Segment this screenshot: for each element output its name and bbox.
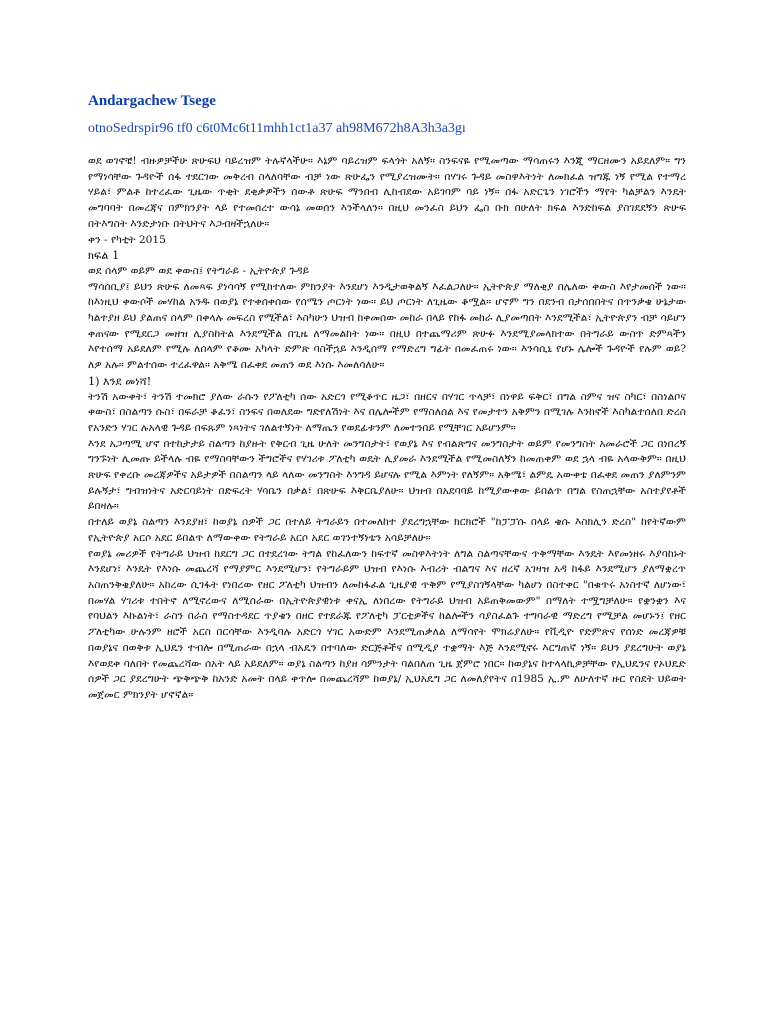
document-page [88,92,686,704]
paragraph: የወያኔ መሪዎች የትግራይ ህዝብ ከደርግ ጋር በተደረገው ትግል የከፈለውን ከፍተኛ መስዋእትነት ለግል ስልጣናቸውና ጥቅማቸው እንዴት እየመነዘሩ እያባከኑት እንደሆነ፣ እንዴት የእነሱ መጨረሻ የማያምር እንደሚሆን፣ የትግራይም ህዝብ የእነሱ እብሪት ብልግና እና ዘረኛ አገዛዝ አዳ ከፋይ እንደሚሆን ያለማቋረጥ አስጠንቅቄያለሁ። አከረው ሲገፋት የነበረው የዘር ፖለቲካ ህዝብን ለመከፋፈል ጊዜያዊ ጥቅም የሚያስገኝላቸው ካልሆነ በስተቀር "በቁጥሩ አነስተኛ ለሆነው፣ በመሃል ሃገሪቱ ተበትኖ ለሚኖረውና ለሚሰራው በኢትዮጵያዊነቱ ቀናኢ ለነበረው የትግራይ ህዝብ አይጠቅመውም" በማለት ተሟግቻለሁ። የቋንቋን እና የባህልን እኩልነት፣ ራስን በራስ የማስተዳደር ጥያቄን በዘር የተደራጁ የፖለቲካ ፓርቲዎችና ከልሎችን ሳያስፈልጉ ተግባራዊ ማድረግ የሚቻል መሆኑን፤ የዘር ፖለቲካው ሁሉንም ዘሮች አርስ በርሳቸው እንዲባሉ አድርጎ ሃገር አውድም እንደሚጠቃለል ለማሳየት ሞክሬያለሁ። የቪዲዮ የድምጽና የሰነድ መረጃዎቹ በወያኔና በወቅቱ ኢህዴን ተብሎ በሚጠራው በኋላ ብአዴን በተባለው ድርጅቶችና በሚዲያ ተቋማት እጅ እንደሚኖሩ እርግጠኛ ነኝ። ይህን ያደረግሁት ወያኔ እየወደቀ ባለበት የመጨረሻው ሰአት ላይ አይደለም። ወያኔ ስልጣን ከያዘ ሳምንታት ባልበለጠ ጊዜ ጀምሮ ነበር። ከወያኔና ከተላላኪዎቻቸው የኢህዴንና የኦህዴድ ሰዎች ጋር ያደረግሁት ጭቅጭቅ ከአንድ አመት በላይ ቀጥሎ በመጨረሻም ከወያኔ/ ኢህአዴግ ጋር ለመለያየትና በ1985 ኢ.ም ለሁለተኛ ዙር የስደት ህይወት መጀመር ምክንያት ሆኖኛል። [88,547,686,701]
document-subtitle: ወደ ሰላም ወይም ወደ ቀውስ፤ የትግራይ - ኢትዮጵያ ጉዳይ [88,264,310,277]
date-line: ቀን - የካቲት 2015 [88,233,166,246]
paragraph: በተለይ ወያኔ ስልጣን እንደያዘ፣ ከወያኔ ሰዎች ጋር በተለይ ትግራይን በተመለከተ ያደረግኋቸው ክርክሮች "ከፓፓሱ በላይ ቄሱ እስክሊን ድረስ" ከየትኛውም የኢትዮጵያ አርሶ አደር ይበልጥ ለማውቀው የትግራይ አርሶ አደር ወገንተኝነቴን አሳይቻለሁ። [88,516,686,544]
section-heading: 1) እንደ መነሻ! [88,374,152,388]
part-heading: ክፍል 1 [88,249,120,263]
author-name[interactable]: Andargachew Tsege [88,93,216,109]
paragraph: እንደ አጋጣሚ ሆኖ በተከታታይ ስልጣን ከያዙት የቅርብ ጊዜ ሁለት መንግስታት፣ የወያኔ እና የብልጽግና መንግስታት ወይም የመንግስት አመራሮች ጋር በነበረኝ ግንኙነት ሊመጡ ይችላሉ ብዬ የማስባቸውን ችግሮችና የሃገሪቱ ፖለቲካ ወዴት ሊያመራ እንደሚችል የሚመስለኝን ከመጠቀም ወደ ኋላ ብዬ አላውቅም። በዚህ ጽሁፍ የቀረቡ መረጃዎችና አይታዎች በስልጣን ላይ ላለው መንግስት እንግዳ ይሆናሉ የሚል እምነት የለኝም። አቅሜ፣ ልምዴ አውቀቴ በፈቀደ መጠን ያለምንም ይሉኝታ፣ ግብዝነትና አድርባይነት በድፍረት ሃሳቤን በቃል፣ በጽሁፍ እቅርቤያለሁ። ህዝብ በአደባባይ ከሚያውቀው ይበልጥ በግል የስጠኋቸው አስተያየቶች ይበዛሉ። [88,437,686,513]
paragraph-note: ማሳሰቢያ፤ ይህን ጽሁፍ ለመጻፍ ያነሳሳኝ የሚከተለው ምክንያት እንደሆነ እንዲታወቅልኝ እፈልጋለሁ። ኢትዮጵያ ማለቂያ በሌለው ቀውስ እየታመሰች ነው። ከእነዚህ ቀውሶች መሃከል አንዱ በወያኔ የተቀሰቀሰው የሰሜን ጦርነት ነው። ይህ ጦርነት ለጊዜው ቆሟል። ሆኖም ግን በደንብ በታሰበበትና በጥንቃቄ ሁኔታው ካልተያዘ ይህ ያልጠና ሰላም በቀላሉ መፍረስ የሚችል፣ እስካሁን ህዝብ ከቀመሰው መከራ በላይ የከፋ መከራ ሊያመጣበት እንደሚችል፣ ኢትዮጵያን ብቻ ሳይሆን ቀጠናው የሚደርጋ መዘዝ ሊያስከትል እንደሚችል በጊዜ ለማመልከት ነው። በዚህ በተጨማሪም ጽሁፉ እንደሚያመላክተው በትግራይ ውስጥ ድምጻችን እየተሰማ አይደለም የሚሉ ለሰላም የቆሙ አካላት ድምጽ ባስችኋይ እንዲሰማ የማድረግ ግፊት በመፈጠሩ ነው። እንሳሲኒ የሆኑ ሌሎች ጉዳዮች የሉም ወይ? ለዎ አሉ። ምልተሰው ተረፈዋል። አቅሜ በፈቀደ መጠን ወደ እነሱ እመለሳለሁ። [88,280,686,372]
author-link[interactable]: otnoSedrspir96 tf0 c6t0Mc6t11mhh1ct1a37 ah98M672h8A3h3a3gı [88,121,466,136]
paragraph: ትንሽ አውቀት፣ ትንሽ ተመክሮ ያለው ራሱን የፖለቲካ ሰው አድርጎ የሚቆጥር ዜጋ፣ በዘርና በሃገር ጥላቻ፣ በነዋይ ፍቅር፣ በግል ስምና ዝና ስካር፣ በስነልቦና ቀውስ፣ በስልጣን ሱስ፣ በፍራቻ ቆፈን፣ ስንፍና በወለደው ግድየለሽነት እና በሌሎችም የማስለሰል እና የመታተን አቅምን በሚገሉ እንከኖች እስካልተሰለበ ድረስ የአንድን ሃገር ሉአላዊ ጉዳይ በፍጹም ነጻነትና ገለልተኝነት ለማጤን የወደፊቱንም ለመተንበይ የሚቸገር አይሆንም። [88,390,686,434]
intro-paragraph: ወደ ወገኖቼ! ብዙዎቻችሁ ጽሁፍህ ባይረዝም ትሉኛላችሁ። እኔም ባይረዝም ፍላጎት አለኝ። ስንፍናዬ የሚመጣው ማሳጠሩን እንጂ ማርዘሙን አይደለም። ግን የማነሳቸው ጉዳዮች ሰፋ ተደርገው መቅረብ ስላለባቸው ብቻ ነው ጽሁፌን የሚያረዝሙት። በሃገሩ ጉዳይ መስዋእትነት ለመክፈል ዝግጁ ነኝ የሚል የተማረ ሃይል፣ ምልቶ ከተረፈው ጊዜው ጥቂት ደቂቃዎችን ሰውቶ ጽሁፍ ማንበብ ሊከብደው አይገባም ባይ ነኝ። ሰፋ አድርጌን ነገሮችን ማየት ካልቻልን እንዴት መግባባት በመረጃና በምክንያት ላይ የተመሰረተ ውሳኔ መወሰን እንችላለን። በዚህ መንፈስ ይህን ፌስ ቡክ በሁለት ክፍል እንድከፍል ያስገደደኝን ጽሁፍ በትእግስት እንድታነቡ በትህትና እጋብዛችኋለሁ። [88,155,686,230]
